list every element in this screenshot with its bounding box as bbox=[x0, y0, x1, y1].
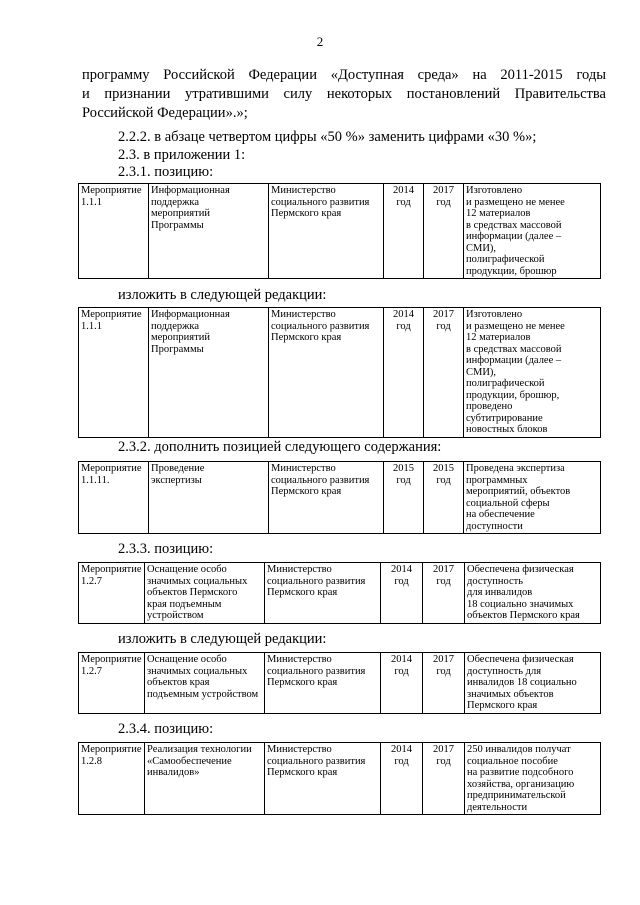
cell-result: Проведена экспертиза программных мероприятий, объектов социальной сферы на обеспечение доступности bbox=[464, 462, 601, 534]
cell-name: Оснащение особо значимых социальных объектов Пермского края подъемным устройством bbox=[145, 563, 265, 624]
cell-result: Обеспечена физическая доступность для инвалидов 18 социально значимых объектов Пермского края bbox=[465, 563, 601, 624]
cell-end: 2017 год bbox=[423, 653, 465, 714]
clause-2-3-2: 2.3.2. дополнить позицией следующего содержания: bbox=[118, 439, 442, 455]
clause-2-3-4: 2.3.4. позицию: bbox=[118, 721, 214, 737]
intro-line-3: Российской Федерации».»; bbox=[82, 105, 248, 121]
cell-name: Оснащение особо значимых социальных объектов края подъемным устройством bbox=[145, 653, 265, 714]
cell-start: 2014 год bbox=[381, 563, 423, 624]
cell-name: Реализация технологии «Самообеспечение инвалидов» bbox=[145, 743, 265, 815]
cell-start: 2014 год bbox=[384, 184, 424, 279]
cell-event: Мероприятие 1.1.1 bbox=[79, 308, 149, 438]
page-number: 2 bbox=[316, 34, 324, 49]
heading-edit-2: изложить в следующей редакции: bbox=[118, 631, 327, 647]
cell-start: 2014 год bbox=[381, 743, 423, 815]
clause-2-3-3: 2.3.3. позицию: bbox=[118, 541, 214, 557]
table-row-1-2-8 bbox=[78, 742, 601, 815]
cell-start: 2015 год bbox=[384, 462, 424, 534]
cell-event: Мероприятие 1.2.7 bbox=[79, 563, 145, 624]
cell-executor: Министерство социального развития Пермского края bbox=[265, 653, 381, 714]
cell-executor: Министерство социального развития Пермского края bbox=[265, 563, 381, 624]
table-row-1-1-1-old bbox=[78, 183, 601, 279]
cell-name: Информационная поддержка мероприятий Программы bbox=[149, 308, 269, 438]
cell-result: Обеспечена физическая доступность для инвалидов 18 социально значимых объектов Пермского края bbox=[465, 653, 601, 714]
intro-line-2: и признании утратившими силу некоторых постановлений Правительства bbox=[82, 86, 606, 102]
clause-2-2-2: 2.2.2. в абзаце четвертом цифры «50 %» заменить цифрами «30 %»; bbox=[118, 129, 537, 145]
cell-event: Мероприятие 1.2.8 bbox=[79, 743, 145, 815]
cell-name: Информационная поддержка мероприятий Программы bbox=[149, 184, 269, 279]
cell-executor: Министерство социального развития Пермского края bbox=[269, 462, 384, 534]
cell-event: Мероприятие 1.1.1 bbox=[79, 184, 149, 279]
cell-executor: Министерство социального развития Пермского края bbox=[265, 743, 381, 815]
table-row-1-2-7-old bbox=[78, 562, 601, 624]
cell-result: Изготовлено и размещено не менее 12 материалов в средствах массовой информации (далее – СМИ), полиграфической продукции, брошюр bbox=[464, 184, 601, 279]
cell-executor: Министерство социального развития Пермского края bbox=[269, 308, 384, 438]
heading-edit-1: изложить в следующей редакции: bbox=[118, 287, 327, 303]
cell-event: Мероприятие 1.2.7 bbox=[79, 653, 145, 714]
clause-2-3: 2.3. в приложении 1: bbox=[118, 147, 246, 163]
cell-result: 250 инвалидов получат социальное пособие на развитие подсобного хозяйства, организацию предпринимательской деятельности bbox=[465, 743, 601, 815]
table-row-1-2-7-new bbox=[78, 652, 601, 714]
cell-result: Изготовлено и размещено не менее 12 материалов в средствах массовой информации (далее – СМИ), полиграфической продукции, брошюр, проведено субтитрирование новостных блоков bbox=[464, 308, 601, 438]
cell-end: 2017 год bbox=[423, 563, 465, 624]
table-row-1-1-1-new bbox=[78, 307, 601, 438]
clause-2-3-1: 2.3.1. позицию: bbox=[118, 164, 214, 180]
cell-start: 2014 год bbox=[384, 308, 424, 438]
intro-line-1: программу Российской Федерации «Доступная среда» на 2011-2015 годы bbox=[82, 67, 606, 83]
table-row-1-1-11 bbox=[78, 461, 601, 534]
cell-start: 2014 год bbox=[381, 653, 423, 714]
cell-name: Проведение экспертизы bbox=[149, 462, 269, 534]
cell-end: 2017 год bbox=[424, 184, 464, 279]
cell-end: 2015 год bbox=[424, 462, 464, 534]
cell-executor: Министерство социального развития Пермского края bbox=[269, 184, 384, 279]
cell-event: Мероприятие 1.1.11. bbox=[79, 462, 149, 534]
cell-end: 2017 год bbox=[423, 743, 465, 815]
cell-end: 2017 год bbox=[424, 308, 464, 438]
